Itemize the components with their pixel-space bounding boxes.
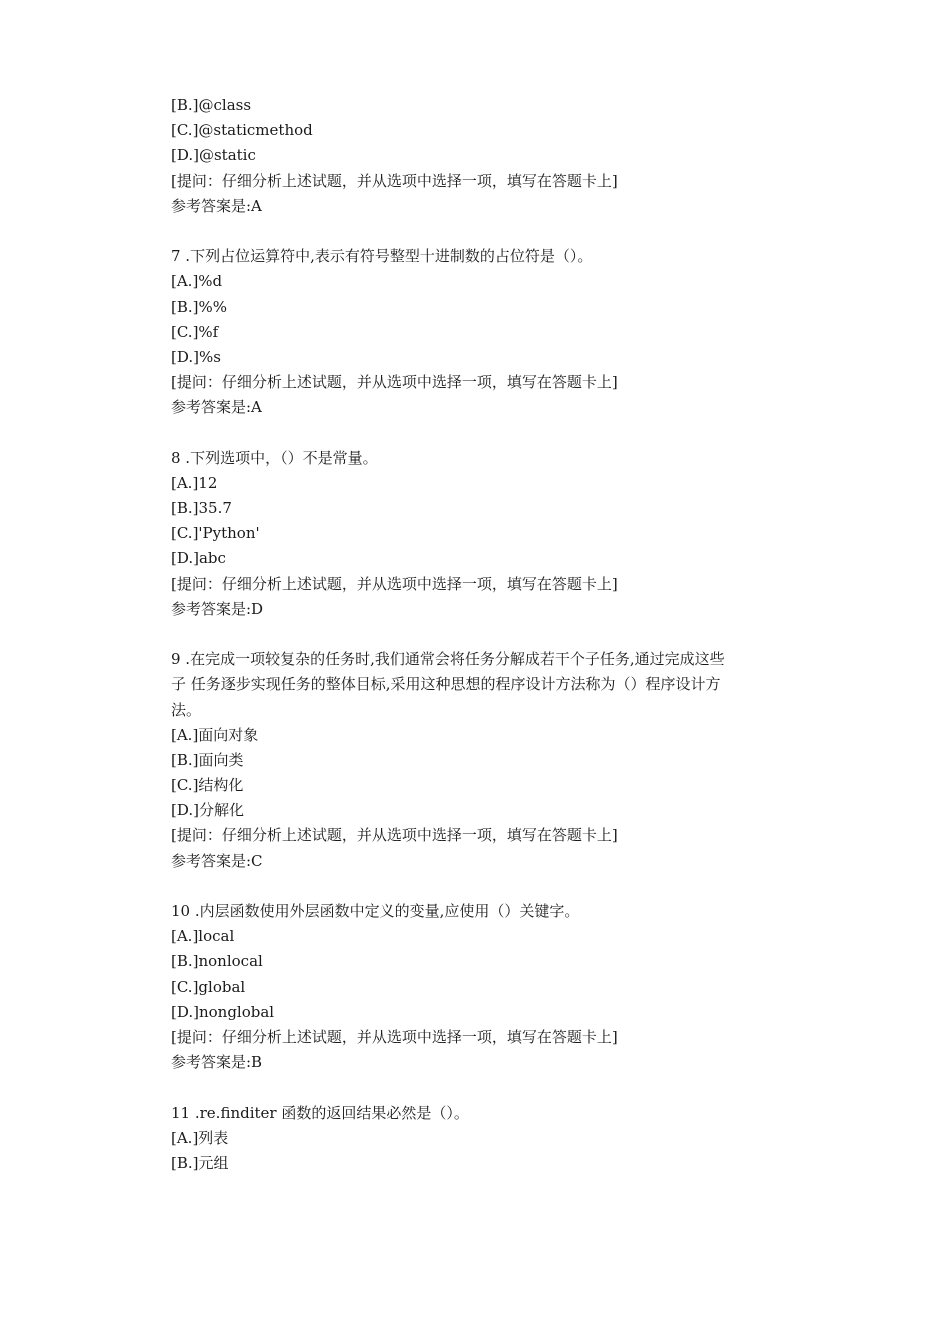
- question-hint: [提问：仔细分析上述试题，并从选项中选择一项，填写在答题卡上]: [171, 373, 618, 392]
- option-d: [D.]nonglobal: [171, 1002, 275, 1021]
- option-c: [C.]结构化: [171, 776, 244, 795]
- question-hint: [提问：仔细分析上述试题，并从选项中选择一项，填写在答题卡上]: [171, 826, 618, 845]
- option-c: [C.]'Python': [171, 524, 260, 543]
- question-11: [171, 1101, 821, 1177]
- option-c: [C.]global: [171, 977, 246, 996]
- spacer: [171, 622, 821, 647]
- option-a: [A.]面向对象: [171, 725, 259, 744]
- option-a: [A.]12: [171, 473, 218, 492]
- question-hint: [提问：仔细分析上述试题，并从选项中选择一项，填写在答题卡上]: [171, 574, 618, 593]
- spacer: [171, 219, 821, 244]
- spacer: [171, 1075, 821, 1100]
- option-d: [D.]%s: [171, 347, 221, 366]
- option-b: [B.]面向类: [171, 750, 244, 769]
- reference-answer: 参考答案是:A: [171, 196, 262, 215]
- option-b: [B.]元组: [171, 1153, 229, 1172]
- option-d: [D.]abc: [171, 549, 226, 568]
- reference-answer: 参考答案是:C: [171, 851, 263, 870]
- question-stem-line-1: 9 .在完成一项较复杂的任务时,我们通常会将任务分解成若干个子任务,通过完成这些: [171, 650, 725, 669]
- exam-content: [171, 93, 821, 1176]
- option-b: [B.]%%: [171, 297, 228, 316]
- option-c: [C.]%f: [171, 322, 219, 341]
- question-9: [171, 647, 821, 874]
- option-a: [A.]local: [171, 927, 235, 946]
- question-stem-line-2: 子 任务逐步实现任务的整体目标,采用这种思想的程序设计方法称为（）程序设计方: [171, 675, 721, 694]
- option-c: [C.]@staticmethod: [171, 121, 313, 140]
- spacer: [171, 874, 821, 899]
- question-10: [171, 899, 821, 1075]
- option-b: [B.]@class: [171, 96, 252, 114]
- option-d: [D.]@static: [171, 146, 256, 165]
- question-stem: 10 .内层函数使用外层函数中定义的变量,应使用（）关键字。: [171, 902, 580, 920]
- question-6-continued: [171, 93, 821, 219]
- option-d: [D.]分解化: [171, 801, 244, 820]
- reference-answer: 参考答案是:D: [171, 599, 264, 618]
- option-b: [B.]nonlocal: [171, 952, 263, 971]
- spacer: [171, 420, 821, 445]
- option-a: [A.]列表: [171, 1128, 229, 1147]
- reference-answer: 参考答案是:A: [171, 398, 262, 417]
- question-hint: [提问：仔细分析上述试题，并从选项中选择一项，填写在答题卡上]: [171, 171, 618, 190]
- question-stem: 8 .下列选项中，（）不是常量。: [171, 448, 378, 467]
- reference-answer: 参考答案是:B: [171, 1053, 263, 1072]
- option-b: [B.]35.7: [171, 499, 232, 517]
- option-a: [A.]%d: [171, 272, 223, 291]
- question-stem: 11 .re.finditer 函数的返回结果必然是（）。: [171, 1103, 469, 1122]
- question-7: [171, 244, 821, 420]
- question-8: [171, 446, 821, 622]
- question-stem: 7 .下列占位运算符中,表示有符号整型十进制数的占位符是（）。: [171, 247, 593, 266]
- question-stem-line-3: 法。: [171, 700, 202, 719]
- question-hint: [提问：仔细分析上述试题，并从选项中选择一项，填写在答题卡上]: [171, 1027, 618, 1046]
